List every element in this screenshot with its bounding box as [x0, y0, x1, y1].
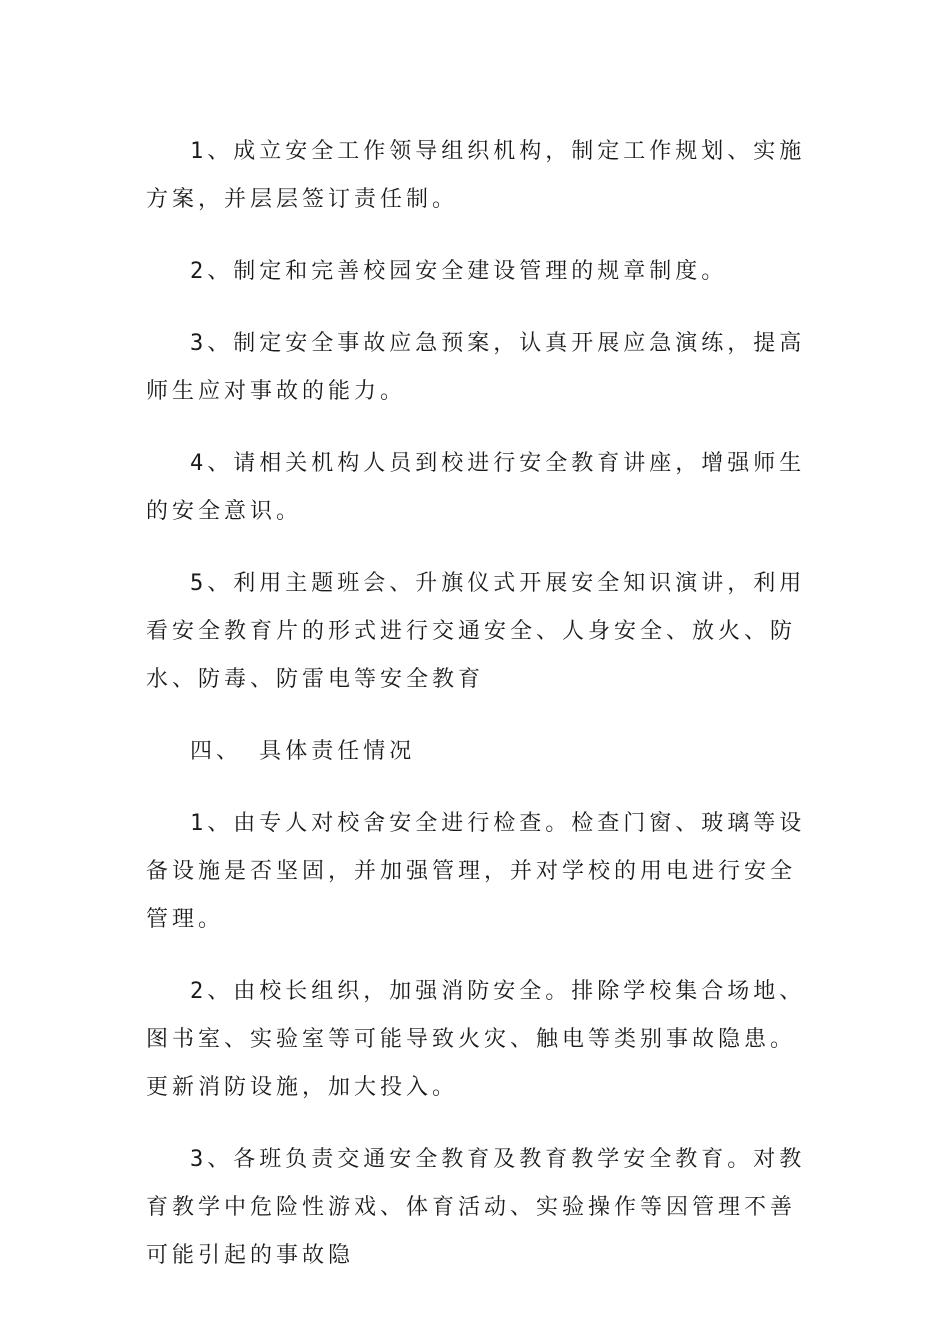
paragraph-1: 1、成立安全工作领导组织机构，制定工作规划、实施方案，并层层签订责任制。: [146, 139, 806, 212]
paragraph-4: 4、请相关机构人员到校进行安全教育讲座，增强师生的安全意识。: [146, 451, 806, 524]
document-body: [146, 128, 806, 1304]
section-paragraph-1: 1、由专人对校舍安全进行检查。检查门窗、玻璃等设备设施是否坚固，并加强管理，并对学校的用电进行安全管理。: [146, 811, 806, 932]
paragraph-5: 5、利用主题班会、升旗仪式开展安全知识演讲，利用看安全教育片的形式进行交通安全、人身安全、放火、防水、防毒、防雷电等安全教育: [146, 571, 806, 692]
section-paragraph-3: 3、各班负责交通安全教育及教育教学安全教育。对教育教学中危险性游戏、体育活动、实验操作等因管理不善可能引起的事故隐: [146, 1147, 806, 1268]
paragraph-2: 2、制定和完善校园安全建设管理的规章制度。: [190, 259, 728, 284]
section-heading: 四、 具体责任情况: [190, 739, 416, 764]
paragraph-3: 3、制定安全事故应急预案，认真开展应急演练，提高师生应对事故的能力。: [146, 331, 806, 404]
section-paragraph-2: 2、由校长组织，加强消防安全。排除学校集合场地、图书室、实验室等可能导致火灾、触电等类别事故隐患。更新消防设施，加大投入。: [146, 979, 806, 1100]
